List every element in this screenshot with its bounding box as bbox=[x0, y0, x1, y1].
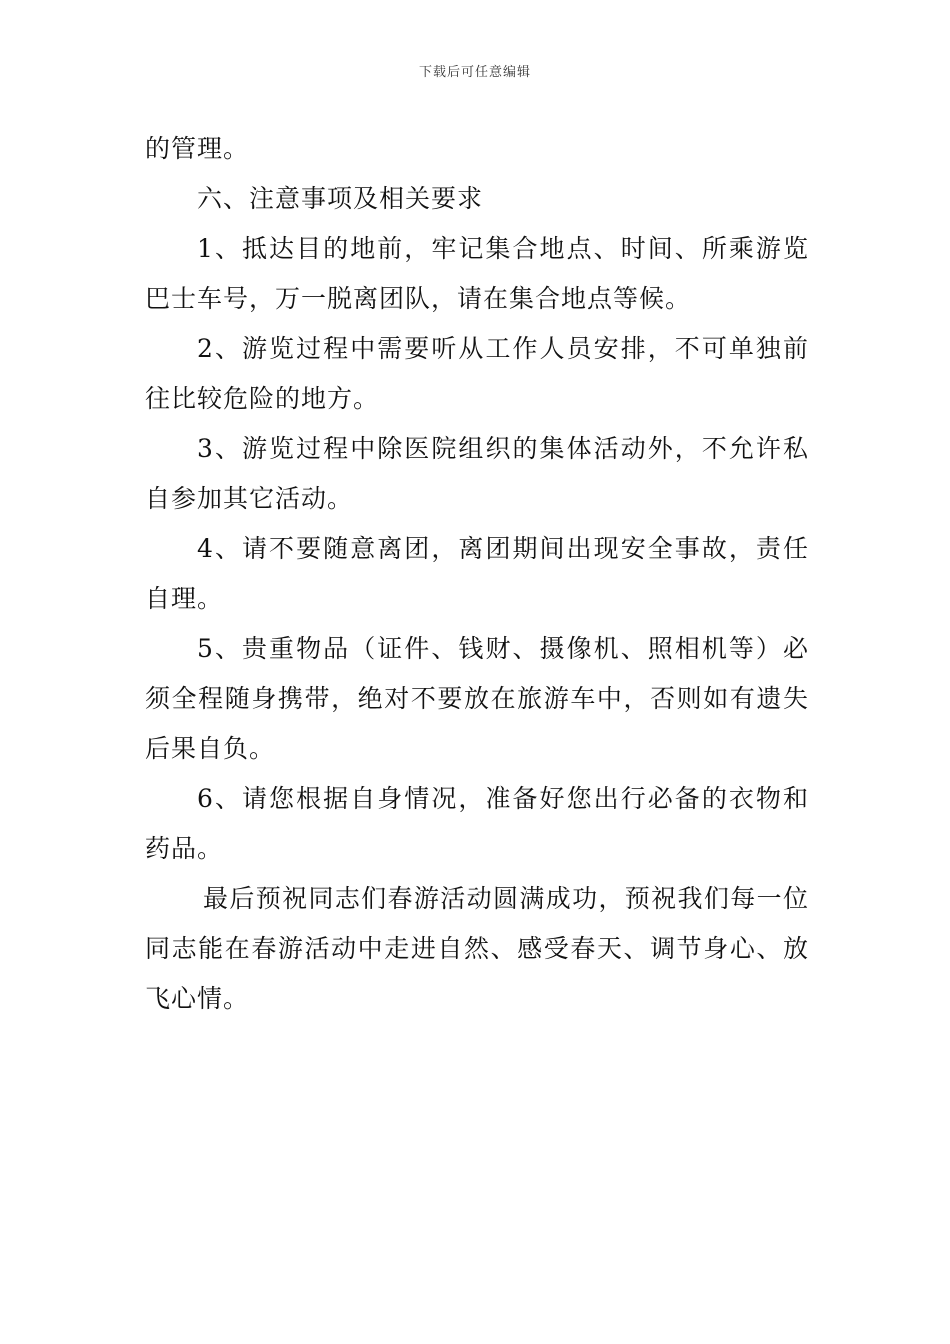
list-item-3: 3、游览过程中除医院组织的集体活动外，不允许私自参加其它活动。 bbox=[145, 434, 809, 513]
list-item-5: 5、贵重物品（证件、钱财、摄像机、照相机等）必须全程随身携带，绝对不要放在旅游车中，否则如有遗失后果自负。 bbox=[145, 634, 809, 763]
page-header: 下载后可任意编辑 bbox=[418, 65, 531, 80]
section-heading: 六、注意事项及相关要求 bbox=[197, 184, 484, 213]
list-item-4: 4、请不要随意离团，离团期间出现安全事故，责任自理。 bbox=[145, 534, 809, 613]
list-item-1: 1、抵达目的地前，牢记集合地点、时间、所乘游览巴士车号，万一脱离团队，请在集合地点等候。 bbox=[145, 234, 809, 313]
paragraph-continued: 的管理。 bbox=[145, 134, 250, 163]
list-item-2: 2、游览过程中需要听从工作人员安排，不可单独前往比较危险的地方。 bbox=[145, 334, 809, 413]
list-item-6: 6、请您根据自身情况，准备好您出行必备的衣物和药品。 bbox=[145, 784, 809, 863]
closing-paragraph: 最后预祝同志们春游活动圆满成功，预祝我们每一位同志能在春游活动中走进自然、感受春天、调节身心、放飞心情。 bbox=[145, 884, 809, 1013]
document-body bbox=[145, 124, 809, 1024]
